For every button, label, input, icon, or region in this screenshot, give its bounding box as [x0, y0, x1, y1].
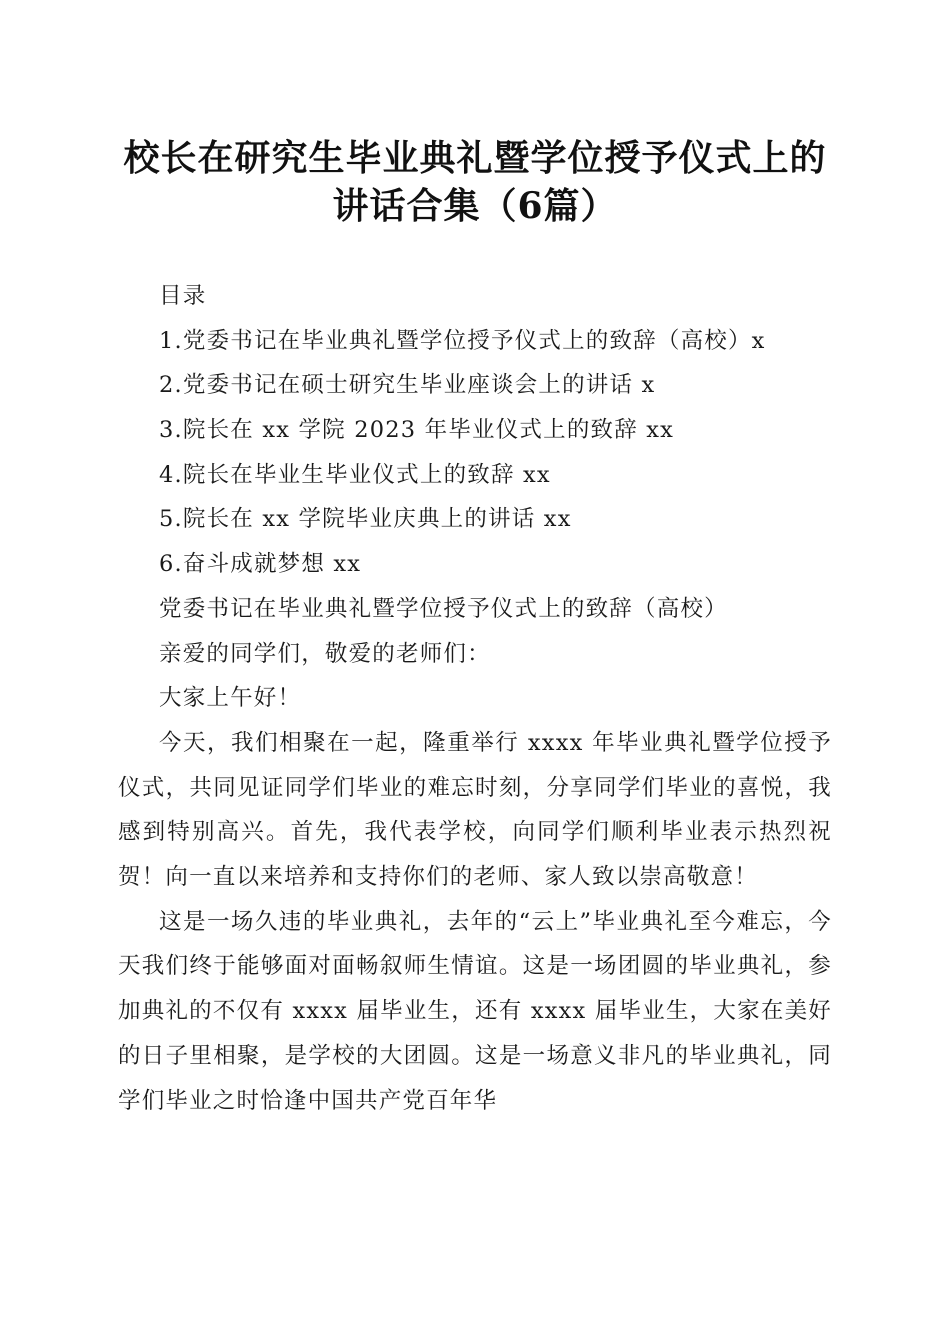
- section-title: 党委书记在毕业典礼暨学位授予仪式上的致辞（高校）: [159, 595, 728, 622]
- document-body: [118, 274, 832, 1123]
- body-paragraph-1: 今天，我们相聚在一起，隆重举行 xxxx 年毕业典礼暨学位授予仪式，共同见证同学们毕业的难忘时刻，分享同学们毕业的喜悦，我感到特别高兴。首先，我代表学校，向同学们顺利毕业表示热烈祝贺！向一直以来培养和支持你们的老师、家人致以崇高敬意！: [118, 729, 832, 890]
- toc-item-5[interactable]: 5.院长在 xx 学院毕业庆典上的讲话 xx: [159, 506, 572, 533]
- toc-item-4[interactable]: 4.院长在毕业生毕业仪式上的致辞 xx: [159, 461, 551, 488]
- salutation: 亲爱的同学们，敬爱的老师们：: [159, 640, 491, 667]
- greeting: 大家上午好！: [159, 685, 302, 712]
- toc-item-2[interactable]: 2.党委书记在硕士研究生毕业座谈会上的讲话 x: [159, 372, 656, 399]
- document-title: 校长在研究生毕业典礼暨学位授予仪式上的讲话合集（6篇）: [123, 137, 827, 227]
- toc-heading: 目录: [159, 283, 207, 309]
- toc-item-1[interactable]: 1.党委书记在毕业典礼暨学位授予仪式上的致辞（高校）x: [159, 327, 766, 354]
- toc-item-3[interactable]: 3.院长在 xx 学院 2023 年毕业仪式上的致辞 xx: [159, 417, 675, 444]
- body-paragraph-2: 这是一场久违的毕业典礼，去年的“云上”毕业典礼至今难忘，今天我们终于能够面对面畅叙师生情谊。这是一场团圆的毕业典礼，参加典礼的不仅有 xxxx 届毕业生，还有 xxxx 届毕业生，大家在美好的日子里相聚，是学校的大团圆。这是一场意义非凡的毕业典礼，同学们毕业之时恰逢中国共产党百年华: [118, 908, 832, 1114]
- toc-item-6[interactable]: 6.奋斗成就梦想 xx: [159, 551, 362, 578]
